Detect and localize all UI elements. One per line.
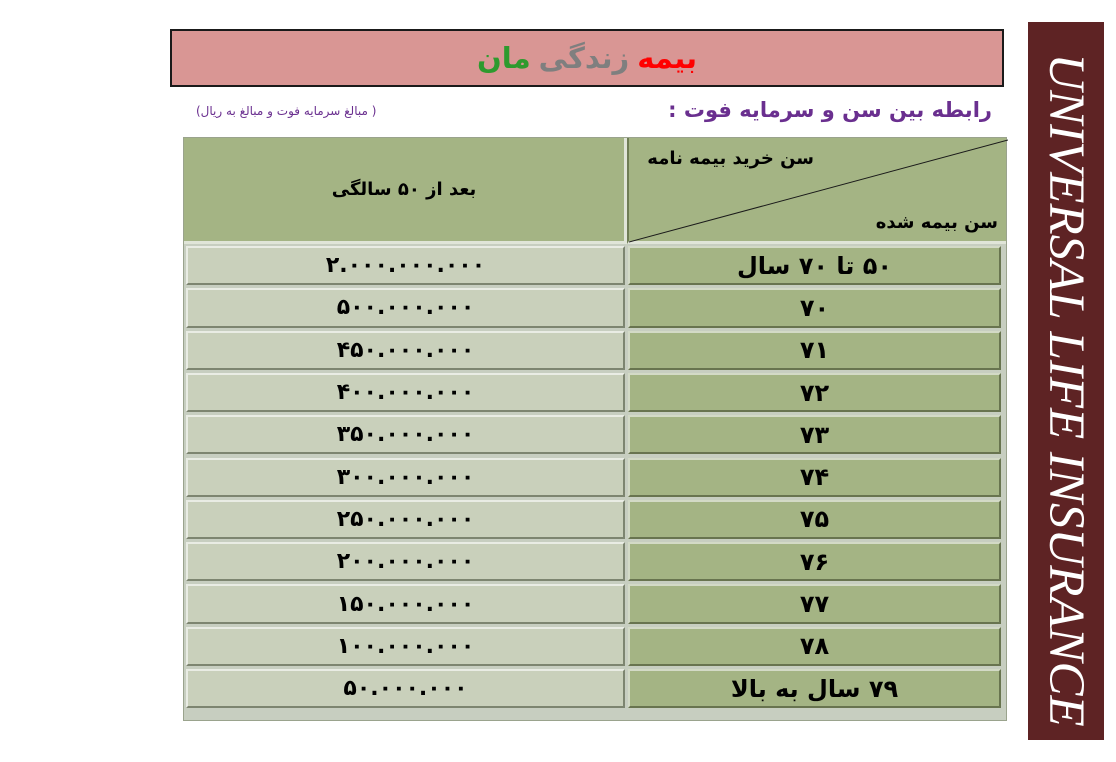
amount-cell: ۳۵۰.۰۰۰.۰۰۰ [186, 415, 625, 454]
amount-cell: ۳۰۰.۰۰۰.۰۰۰ [186, 458, 625, 497]
age-cell: ۷۳ [628, 415, 1001, 454]
age-cell: ۷۶ [628, 542, 1001, 581]
age-cell: ۵۰ تا ۷۰ سال [628, 246, 1001, 285]
amount-cell: ۴۵۰.۰۰۰.۰۰۰ [186, 331, 625, 370]
amount-cell: ۴۰۰.۰۰۰.۰۰۰ [186, 373, 625, 412]
amount-cell: ۱۰۰.۰۰۰.۰۰۰ [186, 627, 625, 666]
header-corner-bottom: سن بیمه شده [875, 212, 998, 233]
amount-cell: ۲.۰۰۰.۰۰۰.۰۰۰ [186, 246, 625, 285]
subtitle: رابطه بین سن و سرمایه فوت : [668, 98, 992, 122]
amount-cell: ۵۰.۰۰۰.۰۰۰ [186, 669, 625, 708]
title-banner [170, 29, 1004, 87]
age-death-benefit-table [183, 137, 1007, 721]
age-cell: ۷۹ سال به بالا [628, 669, 1001, 708]
header-corner [627, 138, 1006, 244]
banner-word-2: زندگی [538, 41, 630, 75]
side-title: UNIVERSAL LIFE INSURANCE [1038, 53, 1094, 727]
amount-cell: ۲۵۰.۰۰۰.۰۰۰ [186, 500, 625, 539]
amount-cell: ۲۰۰.۰۰۰.۰۰۰ [186, 542, 625, 581]
amount-cell: ۵۰۰.۰۰۰.۰۰۰ [186, 288, 625, 327]
age-cell: ۷۷ [628, 584, 1001, 623]
header-amount: بعد از ۵۰ سالگی [184, 138, 627, 244]
age-cell: ۷۱ [628, 331, 1001, 370]
age-cell: ۷۸ [628, 627, 1001, 666]
age-cell: ۷۲ [628, 373, 1001, 412]
age-cell: ۷۵ [628, 500, 1001, 539]
header-corner-top: سن خرید بیمه نامه [647, 148, 814, 169]
amount-cell: ۱۵۰.۰۰۰.۰۰۰ [186, 584, 625, 623]
banner-word-1: بیمه [637, 41, 697, 75]
age-cell: ۷۰ [628, 288, 1001, 327]
banner-word-3: مان [477, 41, 531, 75]
age-cell: ۷۴ [628, 458, 1001, 497]
currency-note: ( مبالغ سرمایه فوت و مبالغ به ریال) [196, 104, 377, 118]
